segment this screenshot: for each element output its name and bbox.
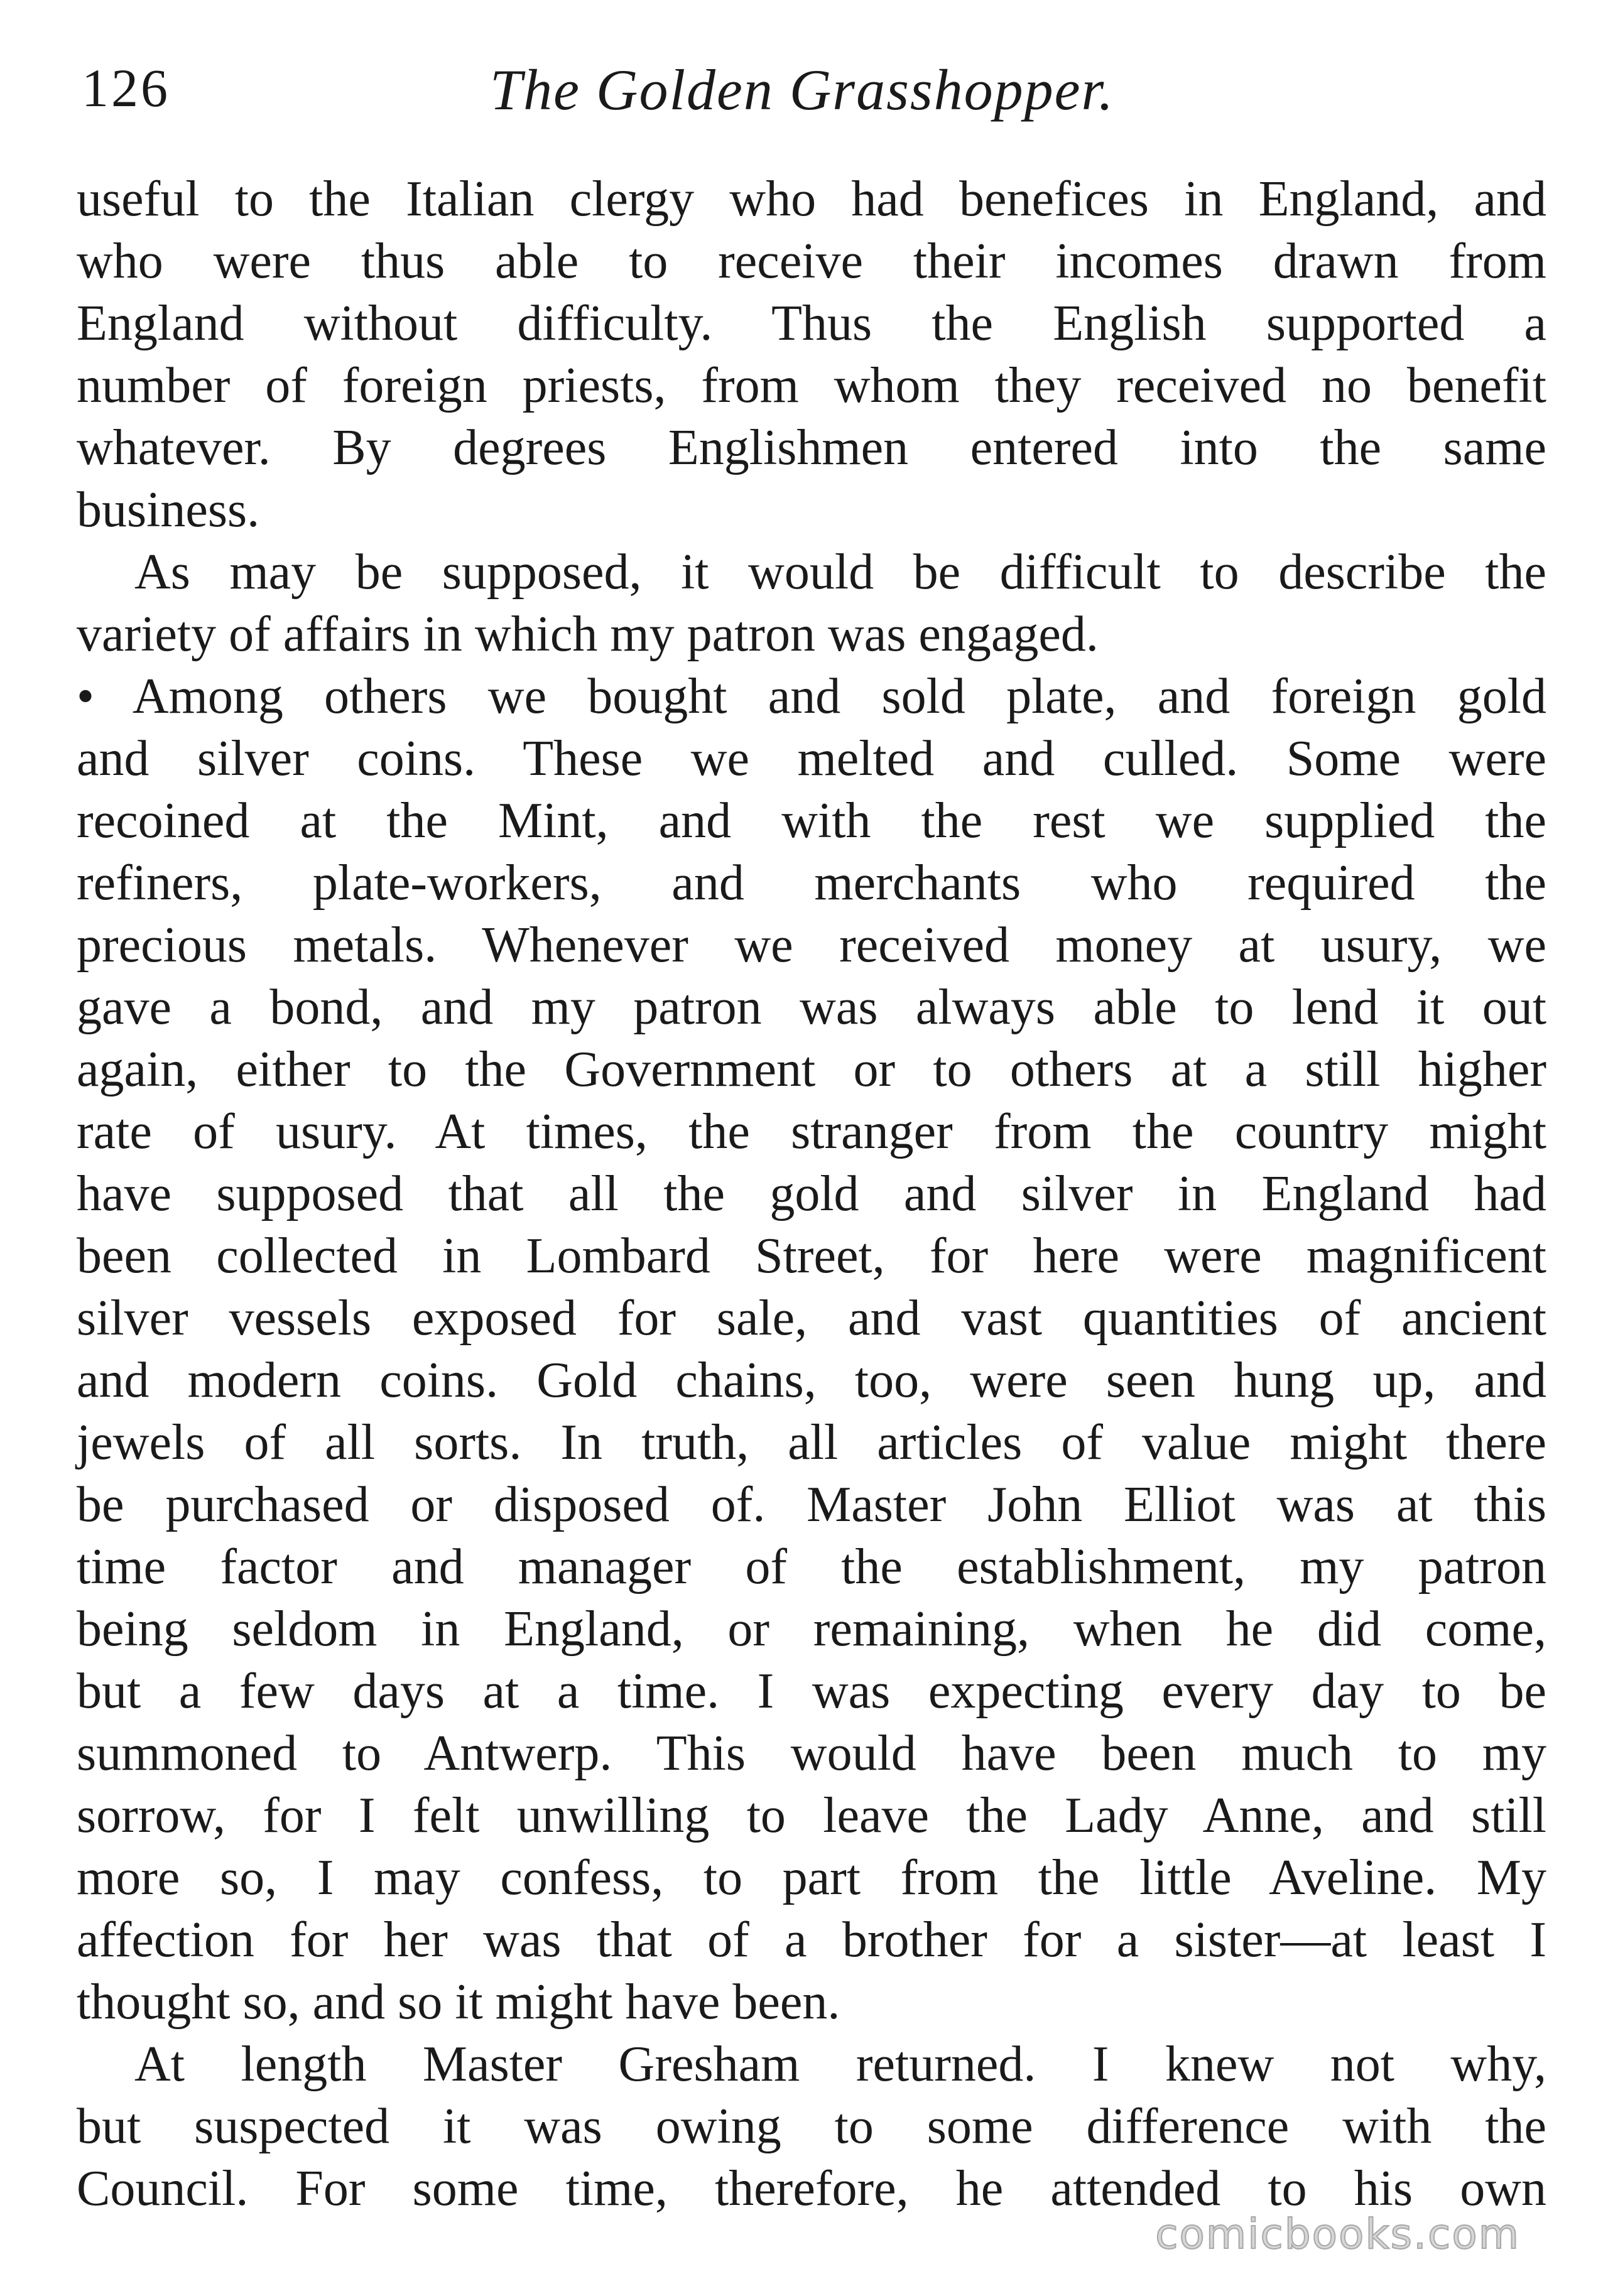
text-line: England without difficulty. Thus the English supported a: [77, 296, 1546, 351]
text-line: refiners, plate-workers, and merchants who required the: [77, 855, 1546, 911]
text-line: useful to the Italian clergy who had benefices in England, and: [77, 171, 1546, 227]
text-line: number of foreign priests, from whom they received no benefit: [77, 358, 1546, 413]
text-line: whatever. By degrees Englishmen entered into the same: [77, 420, 1546, 475]
text-line: being seldom in England, or remaining, when he did come,: [77, 1601, 1546, 1657]
text-line: rate of usury. At times, the stranger from the country might: [77, 1104, 1546, 1159]
text-line: sorrow, for I felt unwilling to leave the Lady Anne, and still: [77, 1788, 1546, 1843]
text-line: jewels of all sorts. In truth, all articles of value might there: [77, 1415, 1546, 1470]
text-line: recoined at the Mint, and with the rest we supplied the: [77, 793, 1546, 848]
text-line: time factor and manager of the establishment, my patron: [77, 1539, 1546, 1595]
text-line: • Among others we bought and sold plate, and foreign gold: [77, 669, 1546, 724]
running-title: The Golden Grasshopper.: [490, 58, 1115, 122]
text-line: and modern coins. Gold chains, too, were seen hung up, and: [77, 1353, 1546, 1408]
watermark: comicbooks.com: [1155, 2210, 1520, 2258]
text-line: and silver coins. These we melted and culled. Some were: [77, 731, 1546, 786]
text-line: but suspected it was owing to some difference with the: [77, 2099, 1546, 2154]
running-head: [82, 50, 1526, 138]
page-number: 126: [82, 58, 170, 118]
text-line: more so, I may confess, to part from the little Aveline. My: [77, 1850, 1546, 1905]
text-line: As may be supposed, it would be difficult to describe the: [134, 544, 1546, 600]
text-line: silver vessels exposed for sale, and vast quantities of ancient: [77, 1291, 1546, 1346]
text-line: affection for her was that of a brother for a sister—at least I: [77, 1912, 1546, 1968]
text-line: business.: [77, 482, 260, 538]
text-line: but a few days at a time. I was expecting every day to be: [77, 1664, 1546, 1719]
text-line: Council. For some time, therefore, he attended to his own: [77, 2161, 1546, 2216]
text-line: gave a bond, and my patron was always able to lend it out: [77, 980, 1546, 1035]
text-line: be purchased or disposed of. Master John Elliot was at this: [77, 1477, 1546, 1532]
text-line: been collected in Lombard Street, for here were magnificent: [77, 1228, 1546, 1284]
text-line: thought so, and so it might have been.: [77, 1974, 840, 2030]
body-text: [77, 168, 1546, 2220]
text-line: again, either to the Government or to others at a still higher: [77, 1042, 1546, 1097]
text-line: summoned to Antwerp. This would have been much to my: [77, 1726, 1546, 1781]
text-line: have supposed that all the gold and silver in England had: [77, 1166, 1546, 1221]
text-line: At length Master Gresham returned. I knew not why,: [134, 2037, 1546, 2092]
text-line: precious metals. Whenever we received money at usury, we: [77, 918, 1546, 973]
text-line: variety of affairs in which my patron was engaged.: [77, 607, 1099, 662]
text-line: who were thus able to receive their incomes drawn from: [77, 234, 1546, 289]
